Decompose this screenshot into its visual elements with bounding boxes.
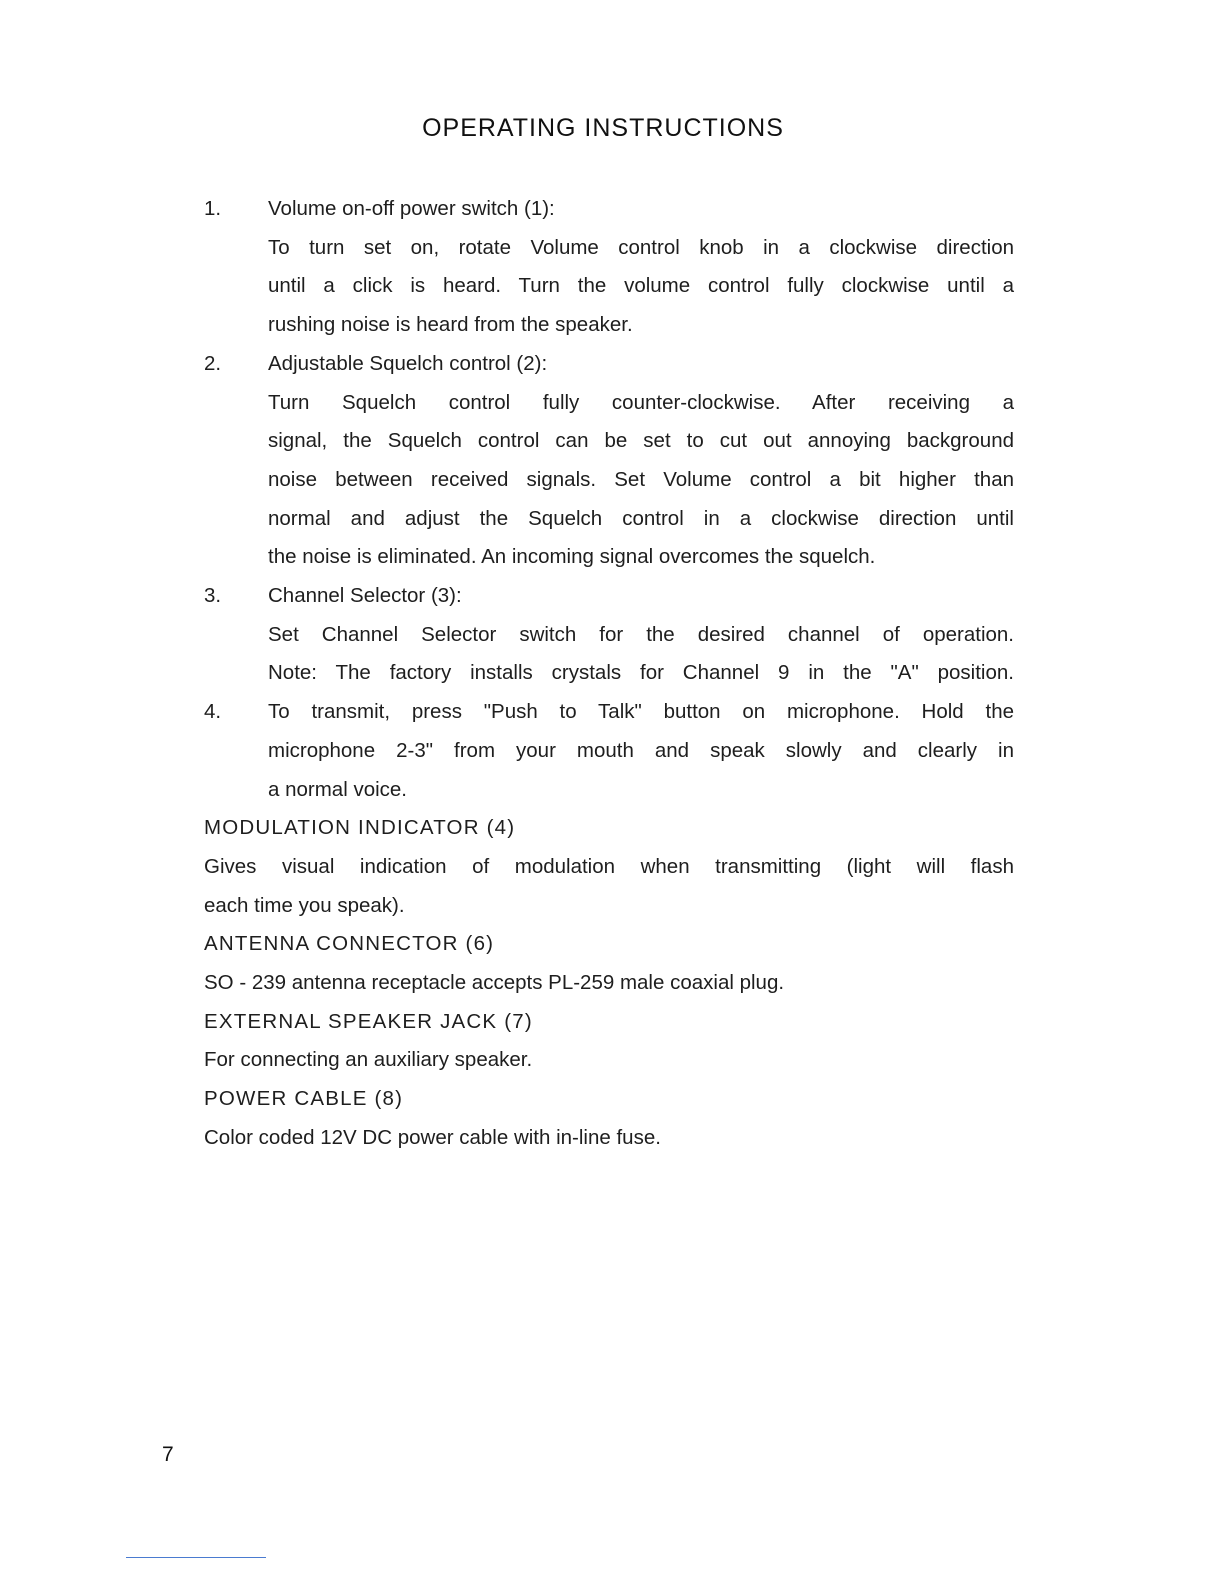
- item-line: Set Channel Selector switch for the desired channel of operation.: [268, 622, 1014, 646]
- item-number: 4.: [204, 700, 222, 724]
- instruction-item: [204, 190, 1014, 345]
- item-line: Note: The factory installs crystals for Channel 9 in the "A" position.: [268, 661, 1014, 685]
- item-line: To turn set on, rotate Volume control knob in a clockwise direction: [268, 235, 1014, 259]
- item-line: rushing noise is heard from the speaker.: [268, 313, 633, 337]
- section-heading: ANTENNA CONNECTOR (6): [204, 932, 495, 956]
- section: [204, 809, 1014, 925]
- page-title: OPERATING INSTRUCTIONS: [422, 114, 784, 142]
- section-line: Gives visual indication of modulation when transmitting (light will flash: [204, 854, 1014, 878]
- section-line: Color coded 12V DC power cable with in-line fuse.: [204, 1125, 661, 1149]
- section-heading: EXTERNAL SPEAKER JACK (7): [204, 1009, 533, 1033]
- item-line: signal, the Squelch control can be set to cut out annoying background: [268, 429, 1014, 453]
- section-heading: POWER CABLE (8): [204, 1087, 404, 1111]
- item-body: [268, 693, 1014, 809]
- item-number: 3.: [204, 584, 222, 608]
- section-heading: MODULATION INDICATOR (4): [204, 816, 516, 840]
- section-line: SO - 239 antenna receptacle accepts PL-259 male coaxial plug.: [204, 971, 785, 995]
- item-line: until a click is heard. Turn the volume control fully clockwise until a: [268, 274, 1014, 298]
- item-line: normal and adjust the Squelch control in a clockwise direction until: [268, 506, 1014, 530]
- footer-rule: [126, 1557, 266, 1558]
- section: [204, 925, 1014, 1002]
- item-heading: Channel Selector (3):: [268, 584, 462, 608]
- section-line: For connecting an auxiliary speaker.: [204, 1048, 533, 1072]
- item-body: [268, 577, 1014, 693]
- item-body: [268, 190, 1014, 345]
- section: [204, 1003, 1014, 1080]
- instruction-item: [204, 345, 1014, 577]
- item-line: microphone 2-3" from your mouth and speak slowly and clearly in: [268, 738, 1014, 762]
- item-number: 1.: [204, 197, 222, 220]
- item-heading: Volume on-off power switch (1):: [268, 197, 555, 220]
- item-line: the noise is eliminated. An incoming signal overcomes the squelch.: [268, 545, 876, 569]
- item-body: [268, 345, 1014, 577]
- item-line: Turn Squelch control fully counter-clockwise. After receiving a: [268, 390, 1014, 414]
- instructions-body: [204, 190, 1014, 1158]
- item-line: To transmit, press "Push to Talk" button on microphone. Hold the: [268, 700, 1014, 724]
- section: [204, 1080, 1014, 1157]
- item-number: 2.: [204, 351, 222, 375]
- item-line: a normal voice.: [268, 777, 408, 801]
- section-line: each time you speak).: [204, 893, 405, 917]
- item-heading: Adjustable Squelch control (2):: [268, 351, 548, 375]
- page-number: 7: [162, 1443, 174, 1466]
- instruction-item: [204, 693, 1014, 809]
- instruction-item: [204, 577, 1014, 693]
- item-line: noise between received signals. Set Volume control a bit higher than: [268, 467, 1014, 491]
